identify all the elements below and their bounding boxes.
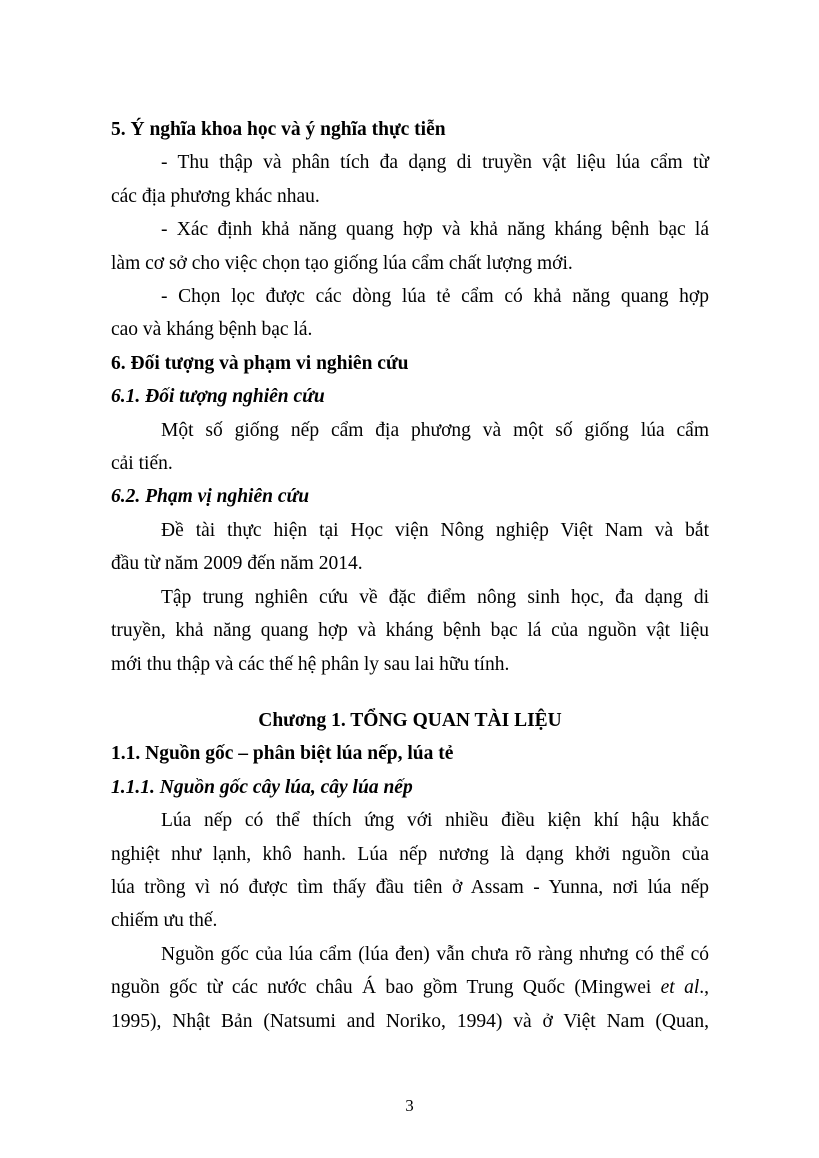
ch1-para-2-line-3: 1995), Nhật Bản (Natsumi and Noriko, 1994) và ở Việt Nam (Quan, [111,1010,709,1032]
sec5-bullet-3-line-1: - Chọn lọc được các dòng lúa tẻ cẩm có khả năng quang hợp [161,286,709,308]
sec6-2-para-2-line-1: Tập trung nghiên cứu về đặc điểm nông sinh học, đa dạng di [161,586,709,608]
sec6-1-para-line-1: Một số giống nếp cẩm địa phương và một số giống lúa cẩm [161,419,709,441]
page-number: 3 [405,1096,414,1115]
ch1-para-2-line-1: Nguồn gốc của lúa cẩm (lúa đen) vẫn chưa rõ ràng nhưng có thể có [161,943,709,965]
sec5-bullet-1-line-2: các địa phương khác nhau. [111,185,320,207]
ch1-para-1-line-4: chiếm ưu thế. [111,910,218,932]
ch1-para-2-line-2 [111,971,709,1004]
ch1-para-2-line-2-end: ., [699,977,709,999]
chapter-title: Chương 1. TỔNG QUAN TÀI LIỆU [258,709,562,731]
sec6-2-para-1-line-1: Đề tài thực hiện tại Học viện Nông nghiệp Việt Nam và bắt [161,519,709,541]
sec5-bullet-3-line-2: cao và kháng bệnh bạc lá. [111,319,313,341]
sec5-bullet-2-line-2: làm cơ sở cho việc chọn tạo giống lúa cẩm chất lượng mới. [111,252,573,274]
ch1-para-2-line-2-text: nguồn gốc từ các nước châu Á bao gồm Trung Quốc (Mingwei [111,977,661,999]
sec6-2-para-2-line-3: mới thu thập và các thế hệ phân ly sau lai hữu tính. [111,653,510,675]
section-6-heading: 6. Đối tượng và phạm vi nghiên cứu [111,352,409,374]
section-5-heading: 5. Ý nghĩa khoa học và ý nghĩa thực tiễn [111,119,446,140]
subsection-6-2-heading: 6.2. Phạm vị nghiên cứu [111,486,310,508]
spacer [111,681,709,704]
sec6-2-para-2-line-2: truyền, khả năng quang hợp và kháng bệnh bạc lá của nguồn vật liệu [111,620,709,642]
subsection-6-1-heading: 6.1. Đối tượng nghiên cứu [111,386,325,408]
sec5-bullet-2-line-1: - Xác định khả năng quang hợp và khả năng kháng bệnh bạc lá [161,219,709,241]
sec5-bullet-1-line-1: - Thu thập và phân tích đa dạng di truyền vật liệu lúa cẩm từ [161,152,709,174]
ch1-para-1-line-1: Lúa nếp có thể thích ứng với nhiều điều kiện khí hậu khắc [161,810,709,832]
sec6-2-para-1-line-2: đầu từ năm 2009 đến năm 2014. [111,553,363,575]
ch1-para-1-line-2: nghiệt như lạnh, khô hanh. Lúa nếp nương là dạng khởi nguồn của [111,843,709,865]
subsection-1-1-1-heading: 1.1.1. Nguồn gốc cây lúa, cây lúa nếp [111,776,413,798]
section-1-1-heading: 1.1. Nguồn gốc – phân biệt lúa nếp, lúa tẻ [111,743,454,765]
citation-et-al: et al [660,977,700,999]
ch1-para-1-line-3: lúa trồng vì nó được tìm thấy đầu tiên ở Assam - Yunna, nơi lúa nếp [111,876,709,898]
document-page [111,113,709,1038]
sec6-1-para-line-2: cải tiến. [111,453,173,475]
